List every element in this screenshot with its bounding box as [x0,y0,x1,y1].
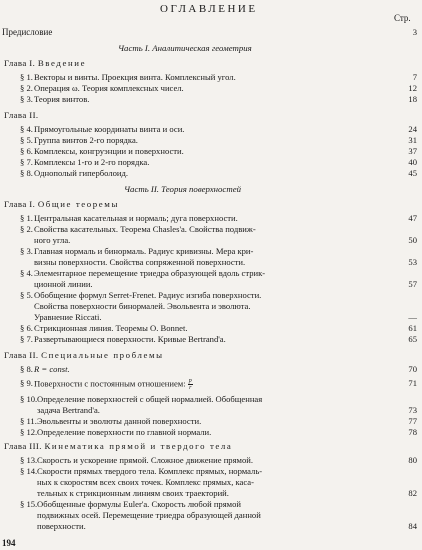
toc-entry [20,268,417,279]
entry-page: 77 [408,416,417,426]
toc-entry [20,83,417,94]
chapter-heading [4,350,164,360]
entry-page: 61 [408,323,417,333]
section-number: § 2. [20,224,33,234]
entry-title-line: задача Bertrand'a. [37,405,100,415]
toc-entry [20,213,417,224]
entry-title-line: Обобщение формул Serret-Frenet. Радиус изгиба поверхности. [34,290,262,300]
toc-entry-continued [20,488,417,499]
entry-title-line: ного угла. [34,235,71,245]
entry-title: Однополый гиперболоид. [34,168,129,178]
page-number: 194 [2,538,16,548]
entry-title-line: ных к скоростям всех своих точек. Комплекс прямых, каса- [37,477,254,487]
toc-entry [20,290,417,301]
toc-entry [20,323,417,334]
toc-entry [20,427,417,438]
entry-page: 57 [408,279,417,289]
entry-title: Скорость и ускорение прямой. Сложное движение прямой. [37,455,254,465]
toc-entry [20,124,417,135]
section-number: § 6. [20,146,33,156]
entry-page: 47 [408,213,417,223]
part-title: Часть II. Теория поверхностей [124,184,241,194]
entry-title-line: тельных к стрикционным линиям своих траекторий. [37,488,229,498]
entry-page: 70 [408,364,417,374]
toc-entry-continued [20,312,417,323]
chapter-label: Глава I. [4,199,36,209]
entry-page: 18 [408,94,417,104]
toc-entry [20,146,417,157]
entry-page: 84 [408,521,417,531]
entry-title: R = const. [34,364,70,374]
entry-page: 31 [408,135,417,145]
entry-title-line: Скорости прямых твердого тела. Комплекс прямых, нормаль- [37,466,263,476]
section-number: § 3. [20,246,33,256]
entry-title-line: Свойства поверхности бинормалей. Эвольвента и эволюта. [34,301,251,311]
entry-page: 65 [408,334,417,344]
chapter-title: Введение [37,58,87,68]
entry-title-line: Уравнение Riccati. [34,312,102,322]
toc-entry [20,416,417,427]
fraction-numerator: p [188,378,192,384]
entry-page: 73 [408,405,417,415]
fraction-denominator: r [189,385,192,391]
entry-title-line: Элементарное перемещение триедра образующей вдоль стрик- [34,268,266,278]
entry-title: Теория винтов. [34,94,90,104]
entry-title-text: Поверхности с постоянным отношением: [34,378,186,389]
chapter-title: Общие теоремы [37,199,119,209]
entry-page: 40 [408,157,417,167]
chapter-heading [4,199,119,209]
entry-title [34,378,193,391]
entry-page: 53 [408,257,417,267]
toc-entry [20,157,417,168]
entry-title: Комплексы, конгруэнции и поверхности. [34,146,184,156]
entry-page: 45 [408,168,417,178]
section-number: § 12. [20,427,38,437]
toc-entry [20,246,417,257]
entry-title-line: подвижных осей. Перемещение триедра образующей данной [37,510,261,520]
chapter-label: Глава I. [4,58,36,68]
section-number: § 3. [20,94,33,104]
section-number: § 1. [20,72,33,82]
section-number: § 7. [20,334,33,344]
section-number: § 4. [20,124,33,134]
chapter-label: Глава II. [4,350,39,360]
section-number: § 5. [20,290,33,300]
section-number: § 15. [20,499,38,509]
entry-page: 50 [408,235,417,245]
chapter-title: Специальные проблемы [41,350,164,360]
section-number: § 13. [20,455,38,465]
toc-entry [20,466,417,477]
entry-title: Группа винтов 2-го порядка. [34,135,138,145]
entry-title-line: Определение поверхностей с общей нормалией. Обобщенная [37,394,263,404]
entry-page: 24 [408,124,417,134]
section-number: § 10. [20,394,38,404]
section-number: § 5. [20,135,33,145]
entry-title: Центральная касательная и нормаль; дуга поверхности. [34,213,238,223]
chapter-label: Глава II. [4,110,39,120]
toc-entry [20,72,417,83]
toc-entry [20,455,417,466]
entry-title: Развертывающиеся поверхности. Кривые Bertrand'a. [34,334,226,344]
section-number: § 14. [20,466,38,476]
entry-page: 80 [408,455,417,465]
toc-entry-continued [20,510,417,521]
entry-title: Эвольвенты и эволюты данной поверхности. [37,416,202,426]
section-number: § 8. [20,364,33,374]
entry-page: — [408,312,417,322]
part-title: Часть I. Аналитическая геометрия [118,43,252,53]
entry-title: Определение поверхности по главной нормали. [37,427,212,437]
toc-entry [20,168,417,179]
entry-title: Векторы и винты. Проекция винта. Комплексный угол. [34,72,236,82]
section-number: § 2. [20,83,33,93]
entry-page: 78 [408,427,417,437]
entry-title-line: Главная нормаль и бинормаль. Радиус кривизны. Мера кри- [34,246,254,256]
section-number: § 8. [20,168,33,178]
toc-entry [20,394,417,405]
preface-entry [2,27,417,38]
section-number: § 6. [20,323,33,333]
preface-page: 3 [412,27,417,37]
toc-entry-continued [20,405,417,416]
ratio-fraction [188,378,193,391]
toc-entry [20,224,417,235]
entry-title-line: визны поверхности. Свойства сопряженной поверхности. [34,257,246,267]
section-number: § 4. [20,268,33,278]
preface-label: Предисловие [2,27,53,37]
chapter-heading [4,441,232,451]
entry-page: 7 [412,72,417,82]
entry-page: 12 [408,83,417,93]
toc-entry-continued [20,521,417,532]
toc-entry [20,378,417,389]
toc-entry-continued [20,279,417,290]
toc-entry-continued [20,477,417,488]
entry-title: Операция ω. Теория комплексных чисел. [34,83,184,93]
entry-title-line: Свойства касательных. Теорема Chasles'a. Свойства подвиж- [34,224,256,234]
chapter-label: Глава III. [4,441,42,451]
toc-entry [20,135,417,146]
toc-entry-continued [20,257,417,268]
page-title: ОГЛАВЛЕНИЕ [160,3,258,15]
entry-title: Стрикционная линия. Теоремы O. Bonnet. [34,323,188,333]
entry-page: 82 [408,488,417,498]
entry-title: Прямоугольные координаты винта и оси. [34,124,185,134]
chapter-title: Кинематика прямой и твердого тела [44,441,233,451]
entry-title-line: поверхности. [37,521,86,531]
entry-title: Комплексы 1-го и 2-го порядка. [34,157,150,167]
toc-entry [20,334,417,345]
chapter-heading [4,110,39,120]
page-column-header: Стр. [394,13,411,23]
chapter-heading [4,58,86,68]
entry-title-line: Обобщенные формулы Euler'a. Скорость любой прямой [37,499,242,509]
toc-entry [20,499,417,510]
section-number: § 7. [20,157,33,167]
section-number: § 9. [20,378,33,388]
toc-entry-continued [20,301,417,312]
toc-entry [20,94,417,105]
entry-title-line: ционной линии. [34,279,93,289]
section-number: § 11. [20,416,37,426]
toc-entry [20,364,417,375]
section-number: § 1. [20,213,33,223]
toc-entry-continued [20,235,417,246]
entry-page: 71 [408,378,417,388]
entry-page: 37 [408,146,417,156]
